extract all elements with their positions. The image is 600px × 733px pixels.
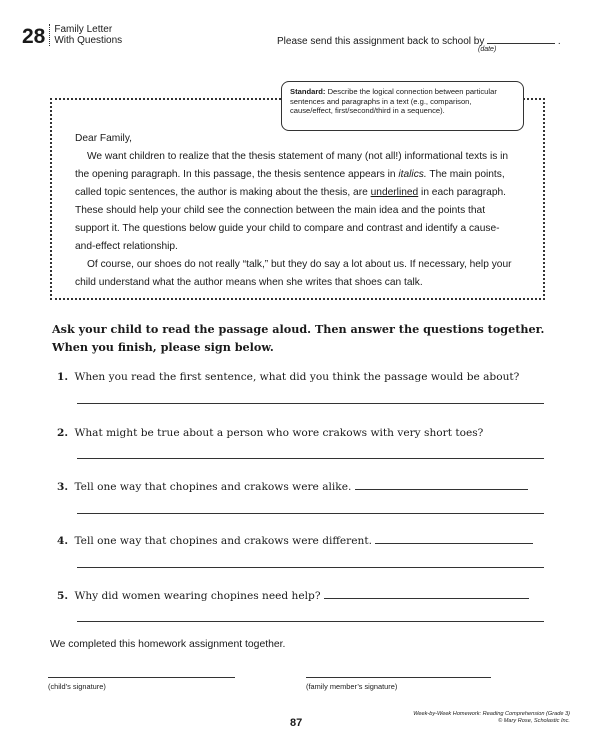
standard-callout (281, 81, 524, 131)
lesson-number: 28 (22, 25, 46, 48)
date-blank[interactable] (487, 35, 555, 44)
question-text: Tell one way that chopines and crakows were alike. (74, 481, 352, 493)
letter-box-border-right (543, 98, 545, 300)
letter-p1-italic: italics. (398, 169, 427, 180)
question-number: 1. (57, 371, 69, 383)
family-signature-label: (family member’s signature) (306, 682, 398, 691)
answer-line-4[interactable] (77, 567, 544, 568)
letter-p1-text-b: The main points, called topic sentences, the author is making about the thesis, are (75, 169, 505, 198)
send-back-instruction (277, 35, 561, 47)
lesson-header (22, 22, 122, 52)
question-number: 3. (57, 481, 69, 493)
letter-box-border-bottom (50, 298, 545, 300)
credit-line-2: © Mary Rose, Scholastic Inc. (498, 718, 570, 724)
question-text: Why did women wearing chopines need help? (74, 590, 321, 602)
family-letter (75, 130, 517, 292)
answer-line-1[interactable] (77, 403, 544, 404)
send-back-period: . (557, 36, 561, 47)
question-text: Tell one way that chopines and crakows were different. (74, 535, 372, 547)
answer-line-5[interactable] (77, 621, 544, 622)
child-signature-line[interactable] (48, 677, 235, 678)
question-1 (57, 370, 547, 384)
answer-inline-blank-4[interactable] (375, 533, 533, 544)
lesson-title-line1: Family Letter (54, 24, 113, 35)
answer-inline-blank-3[interactable] (355, 479, 528, 490)
instructions (52, 320, 552, 356)
letter-paragraph-1 (75, 148, 517, 256)
question-number: 4. (57, 535, 69, 547)
letter-p1-text-c: in each paragraph. These should help your child see the connection between the main idea and the points that support it. The questions below guide your child to compare and contrast and identify a cause-and-effect relationship. (75, 187, 507, 252)
instructions-line2: When you finish, please sign below. (52, 340, 274, 354)
letter-paragraph-2: Of course, our shoes do not really “talk,” but they do say a lot about us. If necessary, help your child understand what the author means when she writes that shoes can talk. (75, 259, 512, 288)
completed-statement: We completed this homework assignment together. (50, 639, 286, 650)
question-4 (57, 533, 547, 548)
question-2 (57, 426, 547, 440)
send-back-text: Please send this assignment back to school by (277, 36, 485, 47)
standard-label: Standard: (290, 87, 326, 96)
credit-line-1: Week-by-Week Homework: Reading Comprehension (Grade 3) (413, 711, 570, 717)
question-5 (57, 588, 547, 603)
lesson-title-line2: With Questions (54, 35, 123, 46)
answer-inline-blank-5[interactable] (324, 588, 529, 599)
standard-text: Describe the logical connection between particular sentences and paragraphs in a text (e.g., comparison, cause/effect, first/second/third in a sequence). (290, 87, 497, 116)
letter-box-border-left (50, 98, 52, 300)
letter-p1-text-a: We want children to realize that the thesis statement of many (not all!) informational texts is in the opening paragraph. In this passage, the thesis sentence appears in (75, 151, 509, 180)
question-number: 5. (57, 590, 69, 602)
date-label: (date) (478, 46, 497, 53)
question-text: What might be true about a person who wore crakows with very short toes? (74, 427, 484, 439)
question-text: When you read the first sentence, what did you think the passage would be about? (74, 371, 520, 383)
letter-greeting: Dear Family, (75, 133, 132, 144)
family-signature-line[interactable] (306, 677, 491, 678)
page-number: 87 (290, 717, 303, 729)
question-number: 2. (57, 427, 69, 439)
answer-line-3[interactable] (77, 513, 544, 514)
credit-line (370, 711, 570, 725)
child-signature-label: (child’s signature) (48, 682, 106, 691)
lesson-title (49, 24, 122, 46)
question-3 (57, 479, 547, 494)
instructions-line1: Ask your child to read the passage aloud. Then answer the questions together. (52, 322, 545, 336)
letter-p1-underlined: underlined (370, 187, 419, 198)
answer-line-2[interactable] (77, 458, 544, 459)
